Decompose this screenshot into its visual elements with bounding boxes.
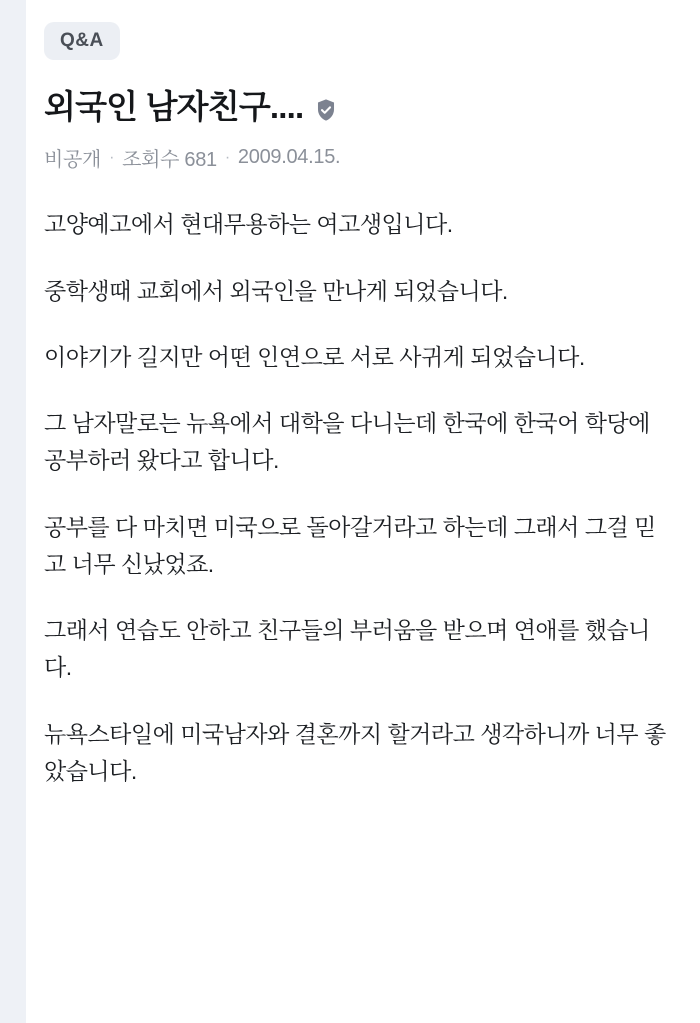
body-paragraph: 고양예고에서 현대무용하는 여고생입니다. — [44, 211, 453, 238]
body-paragraph: 그 남자말로는 뉴욕에서 대학을 다니는데 한국에 한국어 학당에 공부하러 왔다고 합니다. — [44, 410, 650, 474]
category-badge[interactable]: Q&A — [44, 22, 120, 60]
body-paragraph: 뉴욕스타일에 미국남자와 결혼까지 할거라고 생각하니까 너무 좋았습니다. — [44, 720, 666, 784]
post-meta — [44, 143, 670, 172]
body-paragraph: 그래서 연습도 안하고 친구들의 부러움을 받으며 연애를 했습니다. — [44, 617, 650, 681]
badge-row — [44, 0, 670, 60]
meta-date: 2009.04.15. — [237, 146, 341, 169]
left-rail — [0, 0, 26, 1023]
meta-separator-1: · — [109, 148, 115, 166]
shield-check-icon — [313, 97, 339, 123]
meta-author: 비공개 — [44, 149, 102, 172]
page-title: 외국인 남자친구.... — [44, 88, 304, 125]
post-content — [26, 0, 700, 790]
title-row — [44, 86, 670, 127]
body-paragraph: 공부를 다 마치면 미국으로 돌아갈거라고 하는데 그래서 그걸 믿고 너무 신났었죠. — [44, 513, 656, 577]
meta-views: 조회수 681 — [122, 149, 217, 172]
meta-separator-2: · — [224, 148, 230, 166]
body-paragraph: 이야기가 길지만 어떤 인연으로 서로 사귀게 되었습니다. — [44, 343, 585, 370]
body-paragraph: 중학생때 교회에서 외국인을 만나게 되었습니다. — [44, 277, 508, 304]
post-body — [44, 206, 670, 790]
